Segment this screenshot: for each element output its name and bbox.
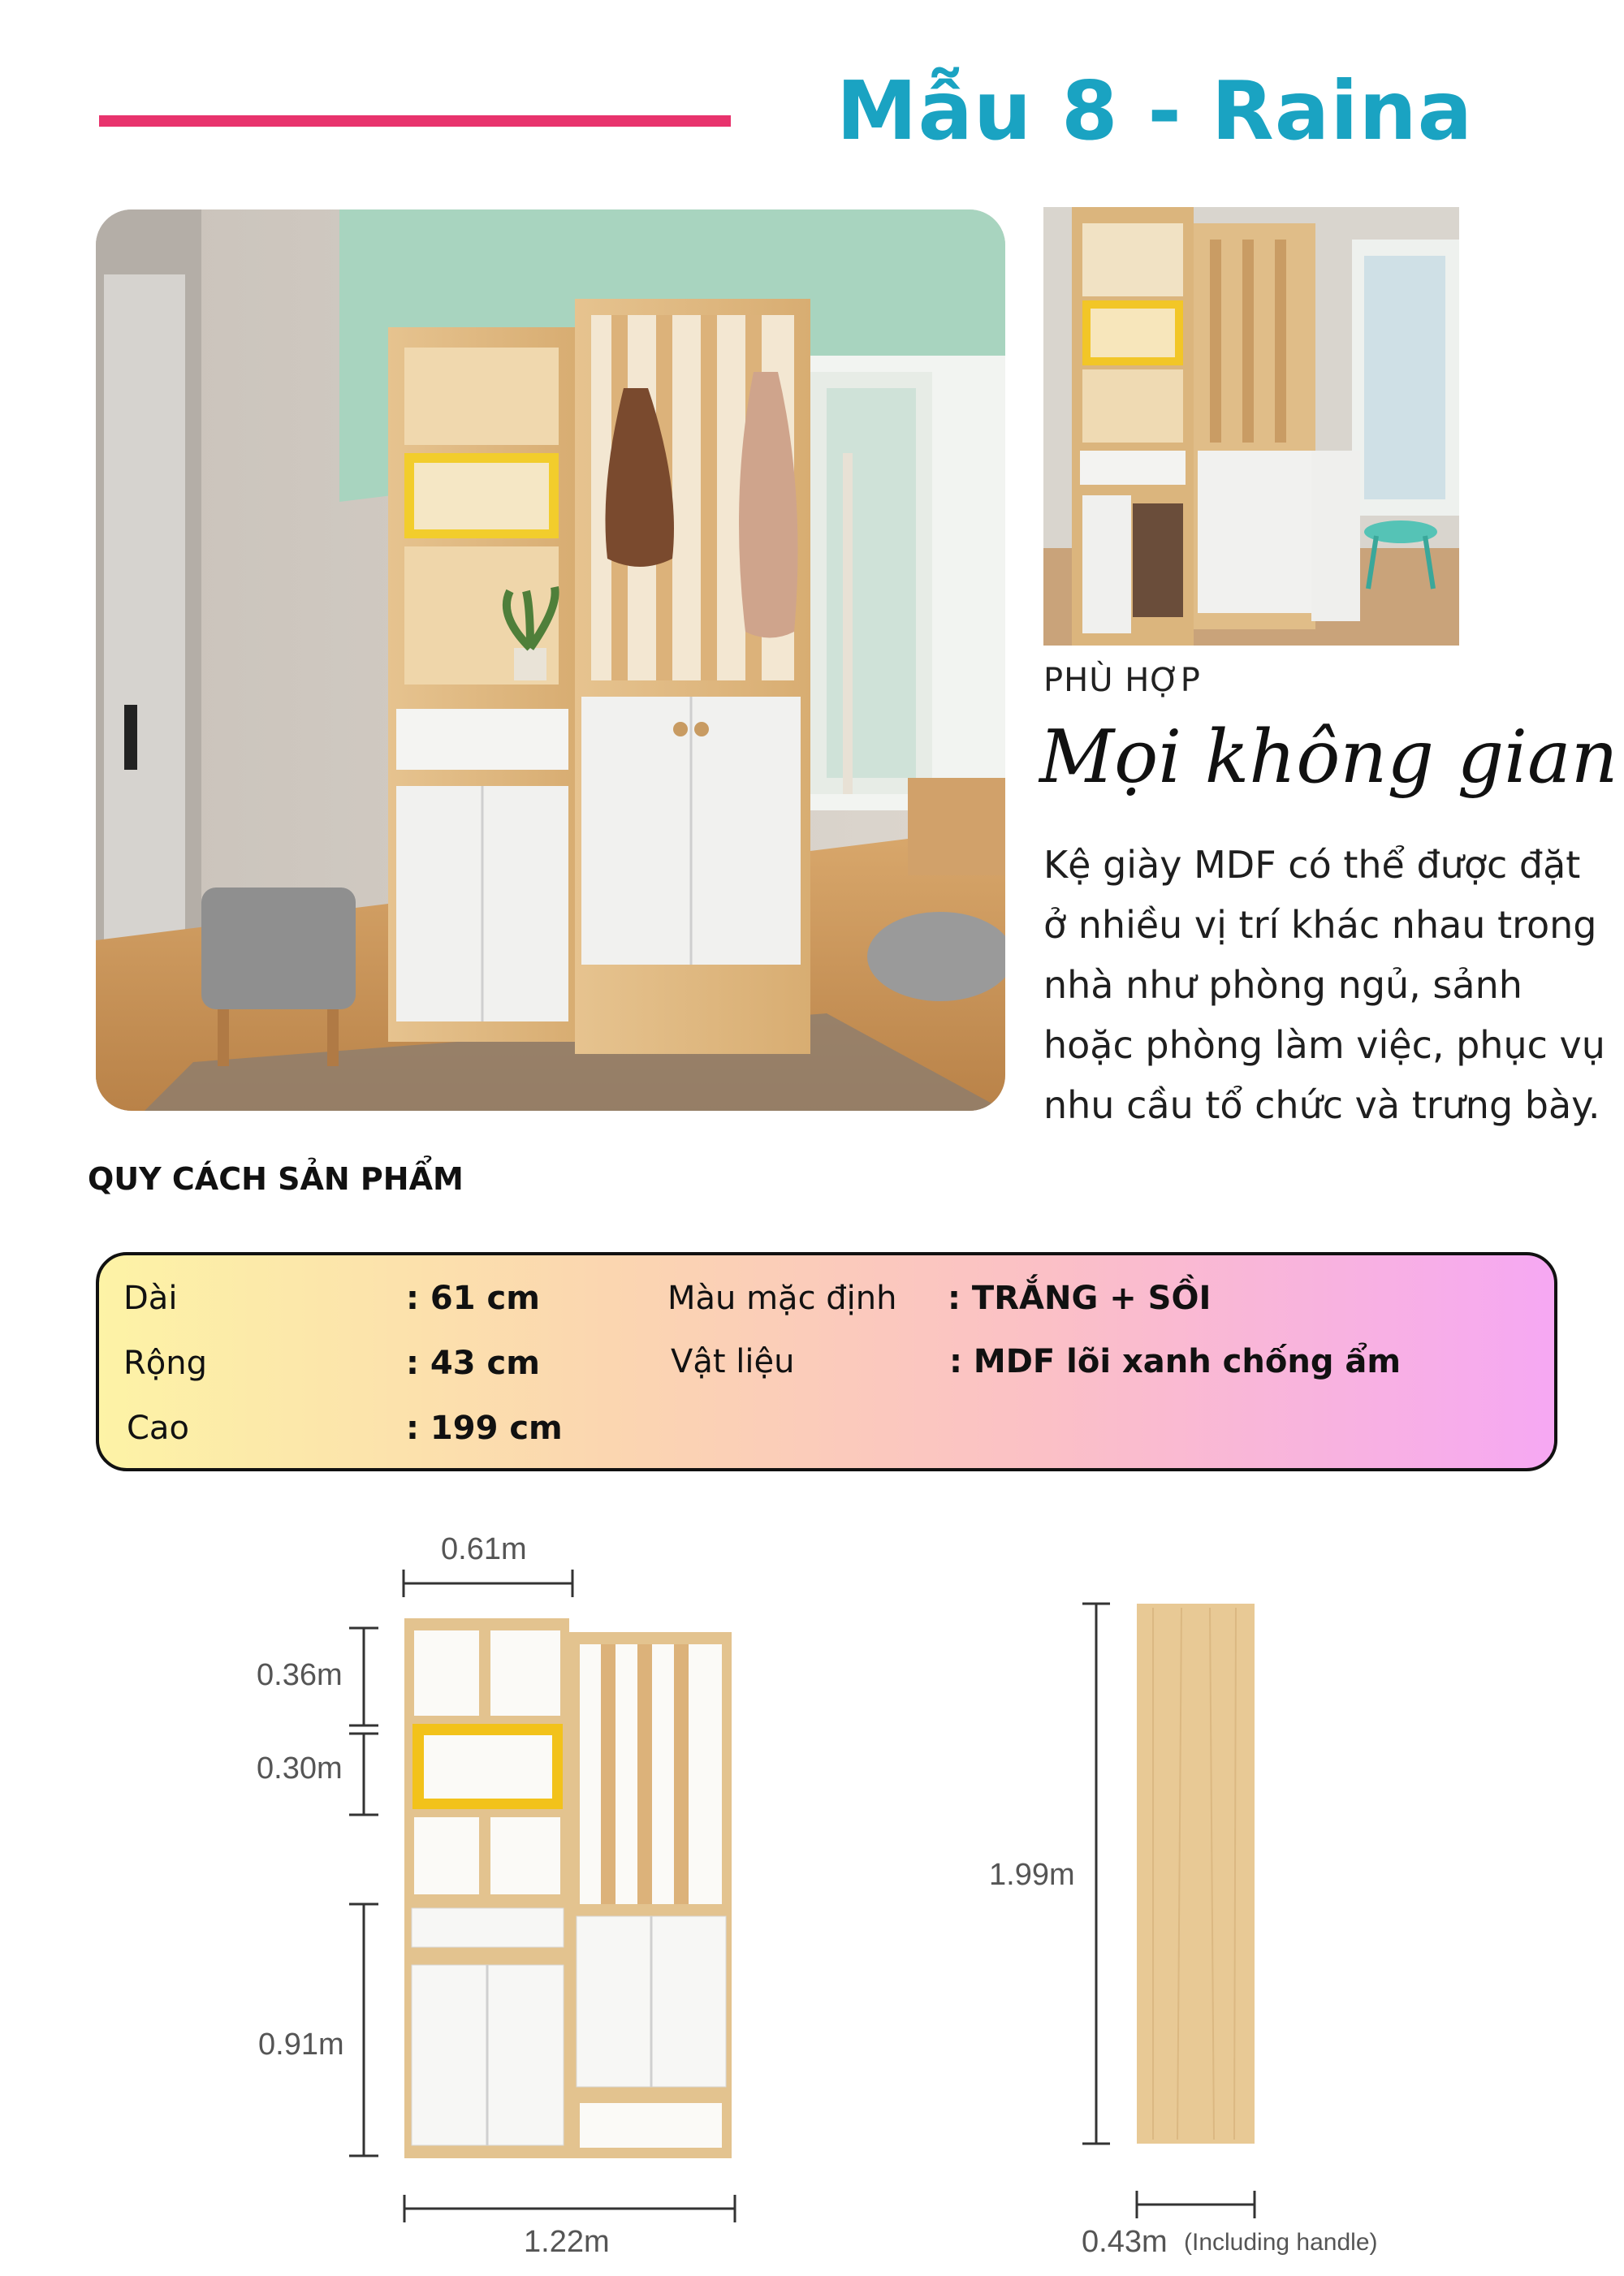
dim-depth-note: (Including handle) <box>1184 2229 1378 2256</box>
length-label: Dài <box>123 1280 178 1317</box>
height-label: Cao <box>127 1410 189 1447</box>
dim-yellow-shelf-height: 0.30m <box>257 1751 343 1786</box>
fit-description: Kệ giày MDF có thể được đặt ở nhiều vị trí khác nhau trong nhà như phòng ngủ, sảnh hoặc phòng làm việc, phục vụ nhu cầu tổ chức và trưng bày. <box>1043 843 1605 1127</box>
fit-label: PHÙ HỢP <box>1043 662 1201 699</box>
secondary-product-photo <box>1043 207 1459 646</box>
color-value: : TRẮNG + SỒI <box>948 1280 1212 1317</box>
dim-top-shelf-height: 0.36m <box>257 1658 343 1692</box>
dim-total-height: 1.99m <box>989 1858 1075 1892</box>
dim-lower-cabinet-height: 0.91m <box>258 2028 344 2062</box>
dim-depth: 0.43m <box>1082 2225 1168 2259</box>
material-value: : MDF lõi xanh chống ẩm <box>949 1343 1402 1380</box>
dim-top-width: 0.61m <box>441 1532 527 1566</box>
dim-total-width: 1.22m <box>524 2225 610 2259</box>
page-title: Mẫu 8 - Raina <box>836 63 1474 158</box>
length-value: : 61 cm <box>406 1280 540 1317</box>
title-accent-bar <box>99 115 731 127</box>
material-label: Vật liệu <box>671 1343 795 1380</box>
height-value: : 199 cm <box>406 1410 563 1447</box>
width-value: : 43 cm <box>406 1345 540 1382</box>
fit-heading: Mọi không gian <box>1039 715 1618 800</box>
width-label: Rộng <box>123 1345 208 1382</box>
main-product-photo <box>96 209 1005 1111</box>
color-label: Màu mặc định <box>667 1280 897 1317</box>
spec-heading: QUY CÁCH SẢN PHẨM <box>88 1161 464 1197</box>
spec-table <box>96 1252 1557 1471</box>
